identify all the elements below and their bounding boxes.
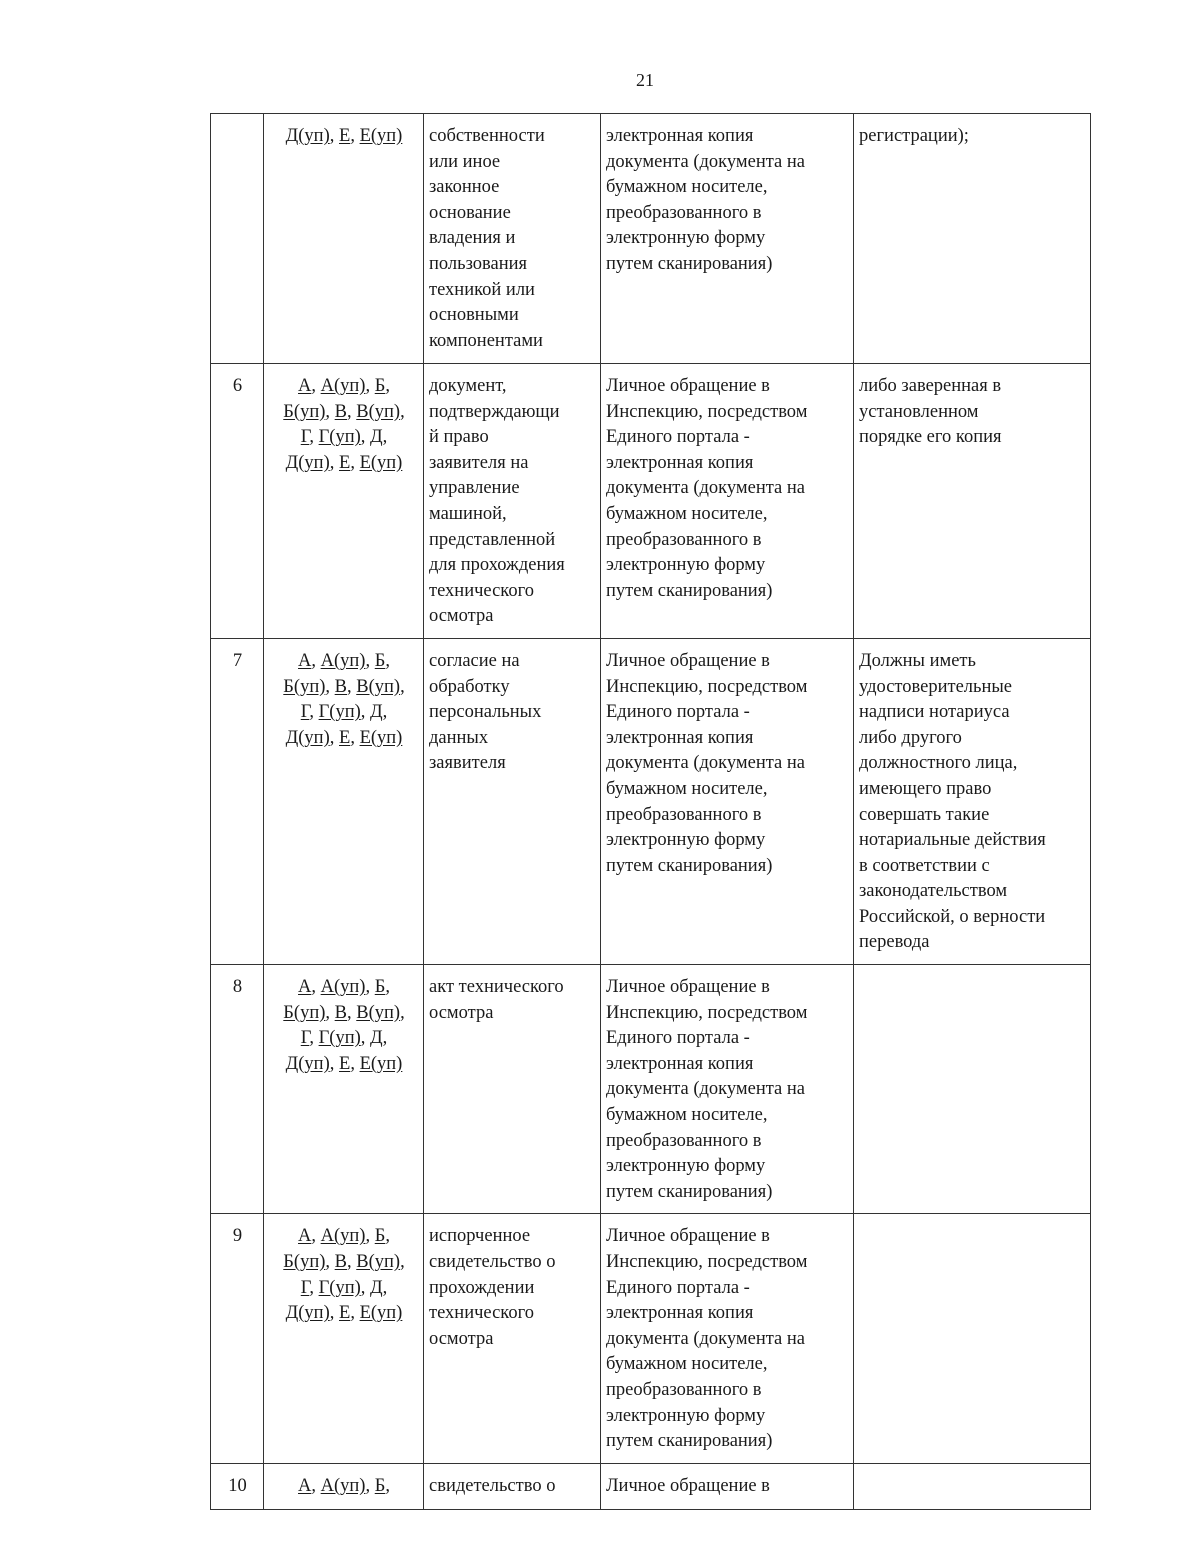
- method-line: электронную форму: [606, 228, 766, 249]
- category-code: В(уп): [356, 1252, 401, 1272]
- category-code: В: [334, 1252, 347, 1272]
- category-separator: ,: [350, 1303, 360, 1324]
- category-code: Е(уп): [359, 452, 403, 473]
- category-separator: ,: [382, 1028, 388, 1049]
- document-cell: [424, 638, 601, 964]
- category-code: Г(уп): [318, 702, 361, 723]
- category-line: [269, 1001, 419, 1027]
- method-line: бумажном носителе,: [606, 1354, 768, 1375]
- notes-line: должностного лица,: [859, 753, 1018, 774]
- category-code: Г(уп): [318, 427, 361, 448]
- table-row: [211, 1214, 1091, 1463]
- row-number: 6: [232, 376, 243, 396]
- notes-cell: [854, 965, 1091, 1214]
- method-line: Единого портала -: [606, 1028, 750, 1049]
- method-line: Единого портала -: [606, 1277, 750, 1298]
- method-line: Личное обращение в: [606, 1475, 770, 1496]
- category-code: А(уп): [320, 1226, 366, 1247]
- category-separator: ,: [350, 1053, 360, 1074]
- category-code: Е(уп): [359, 727, 403, 748]
- category-code: Е(уп): [359, 126, 403, 146]
- method-line: путем сканирования): [606, 253, 773, 274]
- category-code: Е(уп): [359, 1053, 403, 1074]
- category-code: А(уп): [320, 650, 366, 671]
- category-separator: ,: [311, 1226, 321, 1247]
- category-code: Б: [374, 977, 386, 998]
- method-line: электронную форму: [606, 1405, 766, 1426]
- notes-line: либо заверенная в: [859, 376, 1002, 396]
- category-separator: ,: [347, 676, 357, 697]
- document-line: свидетельство о: [429, 1252, 556, 1272]
- document-line: персональных: [429, 702, 542, 723]
- category-separator: ,: [360, 1028, 371, 1049]
- category-line: [269, 124, 419, 150]
- page-number: 21: [636, 70, 654, 90]
- category-separator: ,: [360, 427, 371, 448]
- row-number-cell: [211, 1214, 264, 1463]
- method-cell: [601, 1214, 854, 1463]
- method-line: документа (документа на: [606, 151, 805, 172]
- category-separator: ,: [385, 1475, 390, 1496]
- notes-line: либо другого: [859, 727, 962, 748]
- document-line: согласие на: [429, 650, 520, 671]
- method-line: электронная копия: [606, 452, 754, 473]
- notes-cell: [854, 364, 1091, 639]
- method-cell: [601, 114, 854, 364]
- notes-line: надписи нотариуса: [859, 702, 1010, 723]
- row-number-cell: [211, 114, 264, 364]
- category-separator: ,: [382, 427, 388, 448]
- category-code: Е: [339, 1053, 351, 1074]
- row-number-cell: [211, 638, 264, 964]
- method-line: бумажном носителе,: [606, 778, 768, 799]
- table-row: [211, 114, 1091, 364]
- document-line: технического: [429, 580, 534, 601]
- requirements-table: [210, 113, 1091, 1510]
- category-code: Г: [300, 1028, 310, 1049]
- notes-line: Должны иметь: [859, 650, 976, 671]
- document-line: подтверждающи: [429, 401, 560, 422]
- row-number-cell: [211, 1463, 264, 1509]
- categories-cell: [264, 1463, 424, 1509]
- category-code: Д: [370, 702, 383, 723]
- category-line: [269, 451, 419, 477]
- category-code: Б: [374, 376, 386, 396]
- category-code: В(уп): [356, 676, 401, 697]
- category-separator: ,: [400, 676, 405, 697]
- method-line: Инспекцию, посредством: [606, 1002, 808, 1023]
- table-row: [211, 638, 1091, 964]
- category-code: А(уп): [320, 977, 366, 998]
- table-row: [211, 965, 1091, 1214]
- method-line: электронную форму: [606, 555, 766, 576]
- category-separator: ,: [329, 126, 339, 146]
- document-line: представленной: [429, 529, 556, 550]
- category-separator: ,: [382, 702, 388, 723]
- table-row: [211, 1463, 1091, 1509]
- category-separator: ,: [311, 376, 321, 396]
- category-separator: ,: [365, 1226, 375, 1247]
- row-number: 10: [228, 1475, 247, 1496]
- notes-cell: [854, 1214, 1091, 1463]
- row-number: 9: [232, 1226, 243, 1247]
- document-line: машиной,: [429, 503, 507, 524]
- category-line: [269, 374, 419, 400]
- method-line: Единого портала -: [606, 427, 750, 448]
- notes-line: в соответствии с: [859, 855, 990, 876]
- category-separator: ,: [309, 702, 319, 723]
- method-line: путем сканирования): [606, 1181, 773, 1202]
- method-line: преобразованного в: [606, 1379, 762, 1400]
- category-code: Д(уп): [285, 452, 330, 473]
- document-cell: [424, 364, 601, 639]
- method-line: бумажном носителе,: [606, 1105, 768, 1126]
- document-line: свидетельство о: [429, 1475, 556, 1496]
- category-code: Б: [374, 1475, 386, 1496]
- method-line: преобразованного в: [606, 1130, 762, 1151]
- method-cell: [601, 1463, 854, 1509]
- category-separator: ,: [382, 1277, 388, 1298]
- category-separator: ,: [309, 1028, 319, 1049]
- category-separator: ,: [325, 401, 335, 422]
- category-code: Б(уп): [283, 1002, 326, 1023]
- method-line: Личное обращение в: [606, 650, 770, 671]
- notes-cell: [854, 1463, 1091, 1509]
- notes-line: перевода: [859, 932, 930, 953]
- document-line: пользования: [429, 253, 528, 274]
- category-code: Е(уп): [359, 1303, 403, 1324]
- category-code: А: [298, 1226, 312, 1247]
- category-code: Е: [339, 452, 351, 473]
- category-separator: ,: [360, 1277, 371, 1298]
- method-line: преобразованного в: [606, 202, 762, 223]
- document-line: осмотра: [429, 1002, 494, 1023]
- category-separator: ,: [365, 977, 375, 998]
- category-separator: ,: [400, 1252, 405, 1272]
- method-line: Личное обращение в: [606, 977, 770, 998]
- category-separator: ,: [400, 401, 405, 422]
- category-separator: ,: [350, 126, 360, 146]
- document-line: законное: [429, 177, 500, 198]
- notes-cell: [854, 638, 1091, 964]
- table-row: [211, 364, 1091, 639]
- method-line: Единого портала -: [606, 702, 750, 723]
- category-code: А: [298, 977, 312, 998]
- notes-line: порядке его копия: [859, 427, 1002, 448]
- category-separator: ,: [309, 427, 319, 448]
- category-line: [269, 700, 419, 726]
- category-separator: ,: [385, 376, 390, 396]
- document-line: осмотра: [429, 1328, 494, 1349]
- document-line: осмотра: [429, 606, 494, 627]
- method-line: Личное обращение в: [606, 1226, 770, 1247]
- method-line: электронную форму: [606, 1156, 766, 1177]
- category-code: Г: [300, 702, 310, 723]
- notes-line: совершать такие: [859, 804, 990, 825]
- document-cell: [424, 1463, 601, 1509]
- category-separator: ,: [365, 650, 375, 671]
- category-code: Б: [374, 650, 386, 671]
- category-line: [269, 1052, 419, 1078]
- document-line: основными: [429, 305, 519, 326]
- category-code: Д(уп): [285, 126, 330, 146]
- category-code: Г: [300, 1277, 310, 1298]
- category-separator: ,: [385, 977, 390, 998]
- category-code: Д(уп): [285, 1053, 330, 1074]
- category-separator: ,: [347, 401, 357, 422]
- categories-cell: [264, 114, 424, 364]
- category-separator: ,: [311, 977, 321, 998]
- method-line: Личное обращение в: [606, 376, 770, 396]
- category-code: А(уп): [320, 376, 366, 396]
- category-separator: ,: [400, 1002, 405, 1023]
- category-line: [269, 1026, 419, 1052]
- category-separator: ,: [350, 452, 360, 473]
- document-line: й право: [429, 427, 489, 448]
- category-separator: ,: [360, 702, 371, 723]
- category-code: Б: [374, 1226, 386, 1247]
- document-cell: [424, 1214, 601, 1463]
- method-line: путем сканирования): [606, 855, 773, 876]
- notes-line: законодательством: [859, 881, 1008, 902]
- category-line: [269, 649, 419, 675]
- method-line: электронная копия: [606, 727, 754, 748]
- category-separator: ,: [365, 376, 375, 396]
- category-code: В(уп): [356, 401, 401, 422]
- category-line: [269, 400, 419, 426]
- category-separator: ,: [385, 650, 390, 671]
- category-separator: ,: [325, 1002, 335, 1023]
- category-line: [269, 1276, 419, 1302]
- document-line: испорченное: [429, 1226, 531, 1247]
- category-line: [269, 1224, 419, 1250]
- category-code: В: [334, 401, 347, 422]
- method-line: преобразованного в: [606, 529, 762, 550]
- document-line: владения и: [429, 228, 516, 249]
- method-line: путем сканирования): [606, 1431, 773, 1452]
- document-cell: [424, 965, 601, 1214]
- notes-line: удостоверительные: [859, 676, 1013, 697]
- document-line: акт технического: [429, 977, 564, 998]
- category-code: В(уп): [356, 1002, 401, 1023]
- document-cell: [424, 114, 601, 364]
- method-line: документа (документа на: [606, 753, 805, 774]
- category-code: А: [298, 1475, 312, 1496]
- document-line: или иное: [429, 151, 501, 172]
- category-code: Г(уп): [318, 1028, 361, 1049]
- category-code: А(уп): [320, 1475, 366, 1496]
- row-number: 8: [232, 977, 243, 998]
- category-line: [269, 1474, 419, 1500]
- method-line: электронная копия: [606, 1053, 754, 1074]
- notes-line: имеющего право: [859, 778, 992, 799]
- category-separator: ,: [325, 676, 335, 697]
- document-line: управление: [429, 478, 520, 499]
- category-code: Д(уп): [285, 1303, 330, 1324]
- method-line: документа (документа на: [606, 478, 805, 499]
- method-line: электронную форму: [606, 830, 766, 851]
- method-line: электронная копия: [606, 1303, 754, 1324]
- document-line: компонентами: [429, 330, 543, 351]
- document-line: заявителя на: [429, 452, 529, 473]
- method-line: преобразованного в: [606, 804, 762, 825]
- category-code: Д: [370, 1028, 383, 1049]
- category-code: Д: [370, 427, 383, 448]
- document-line: документ,: [429, 376, 507, 396]
- method-line: путем сканирования): [606, 580, 773, 601]
- method-cell: [601, 364, 854, 639]
- category-code: Б(уп): [283, 401, 326, 422]
- category-separator: ,: [329, 452, 339, 473]
- document-line: заявителя: [429, 753, 506, 774]
- category-separator: ,: [347, 1002, 357, 1023]
- row-number-cell: [211, 965, 264, 1214]
- category-code: Д: [370, 1277, 383, 1298]
- category-separator: ,: [365, 1475, 375, 1496]
- category-code: Б(уп): [283, 676, 326, 697]
- document-line: основание: [429, 202, 511, 223]
- category-line: [269, 1250, 419, 1276]
- category-line: [269, 425, 419, 451]
- method-line: Инспекцию, посредством: [606, 1252, 808, 1272]
- notes-line: Российской, о верности: [859, 906, 1046, 927]
- method-line: документа (документа на: [606, 1079, 805, 1100]
- table-body: [211, 114, 1091, 1510]
- category-code: Е: [339, 126, 351, 146]
- category-separator: ,: [325, 1252, 335, 1272]
- category-separator: ,: [385, 1226, 390, 1247]
- document-line: для прохождения: [429, 555, 565, 576]
- category-code: А: [298, 376, 312, 396]
- document-line: технического: [429, 1303, 534, 1324]
- method-line: электронная копия: [606, 126, 754, 146]
- category-line: [269, 726, 419, 752]
- method-cell: [601, 965, 854, 1214]
- notes-cell: [854, 114, 1091, 364]
- notes-line: нотариальные действия: [859, 830, 1046, 851]
- document-line: обработку: [429, 676, 510, 697]
- categories-cell: [264, 364, 424, 639]
- category-separator: ,: [350, 727, 360, 748]
- document-line: техникой или: [429, 279, 535, 300]
- notes-line: регистрации);: [859, 126, 969, 146]
- categories-cell: [264, 965, 424, 1214]
- category-code: Д(уп): [285, 727, 330, 748]
- category-separator: ,: [311, 650, 321, 671]
- category-code: Е: [339, 1303, 351, 1324]
- row-number-cell: [211, 364, 264, 639]
- category-separator: ,: [347, 1252, 357, 1272]
- method-line: документа (документа на: [606, 1328, 805, 1349]
- category-code: В: [334, 1002, 347, 1023]
- category-code: А: [298, 650, 312, 671]
- document-line: прохождении: [429, 1277, 535, 1298]
- category-code: Е: [339, 727, 351, 748]
- method-line: Инспекцию, посредством: [606, 401, 808, 422]
- row-number: 7: [232, 650, 243, 671]
- document-line: данных: [429, 727, 489, 748]
- category-separator: ,: [329, 1053, 339, 1074]
- categories-cell: [264, 638, 424, 964]
- document-line: собственности: [429, 126, 545, 146]
- method-line: бумажном носителе,: [606, 177, 768, 198]
- notes-line: установленном: [859, 401, 979, 422]
- category-code: В: [334, 676, 347, 697]
- category-line: [269, 975, 419, 1001]
- category-separator: ,: [309, 1277, 319, 1298]
- method-line: Инспекцию, посредством: [606, 676, 808, 697]
- category-code: Б(уп): [283, 1252, 326, 1272]
- category-code: Г: [300, 427, 310, 448]
- category-line: [269, 675, 419, 701]
- method-cell: [601, 638, 854, 964]
- category-line: [269, 1301, 419, 1327]
- method-line: бумажном носителе,: [606, 503, 768, 524]
- category-separator: ,: [329, 1303, 339, 1324]
- category-code: Г(уп): [318, 1277, 361, 1298]
- category-separator: ,: [329, 727, 339, 748]
- categories-cell: [264, 1214, 424, 1463]
- category-separator: ,: [311, 1475, 321, 1496]
